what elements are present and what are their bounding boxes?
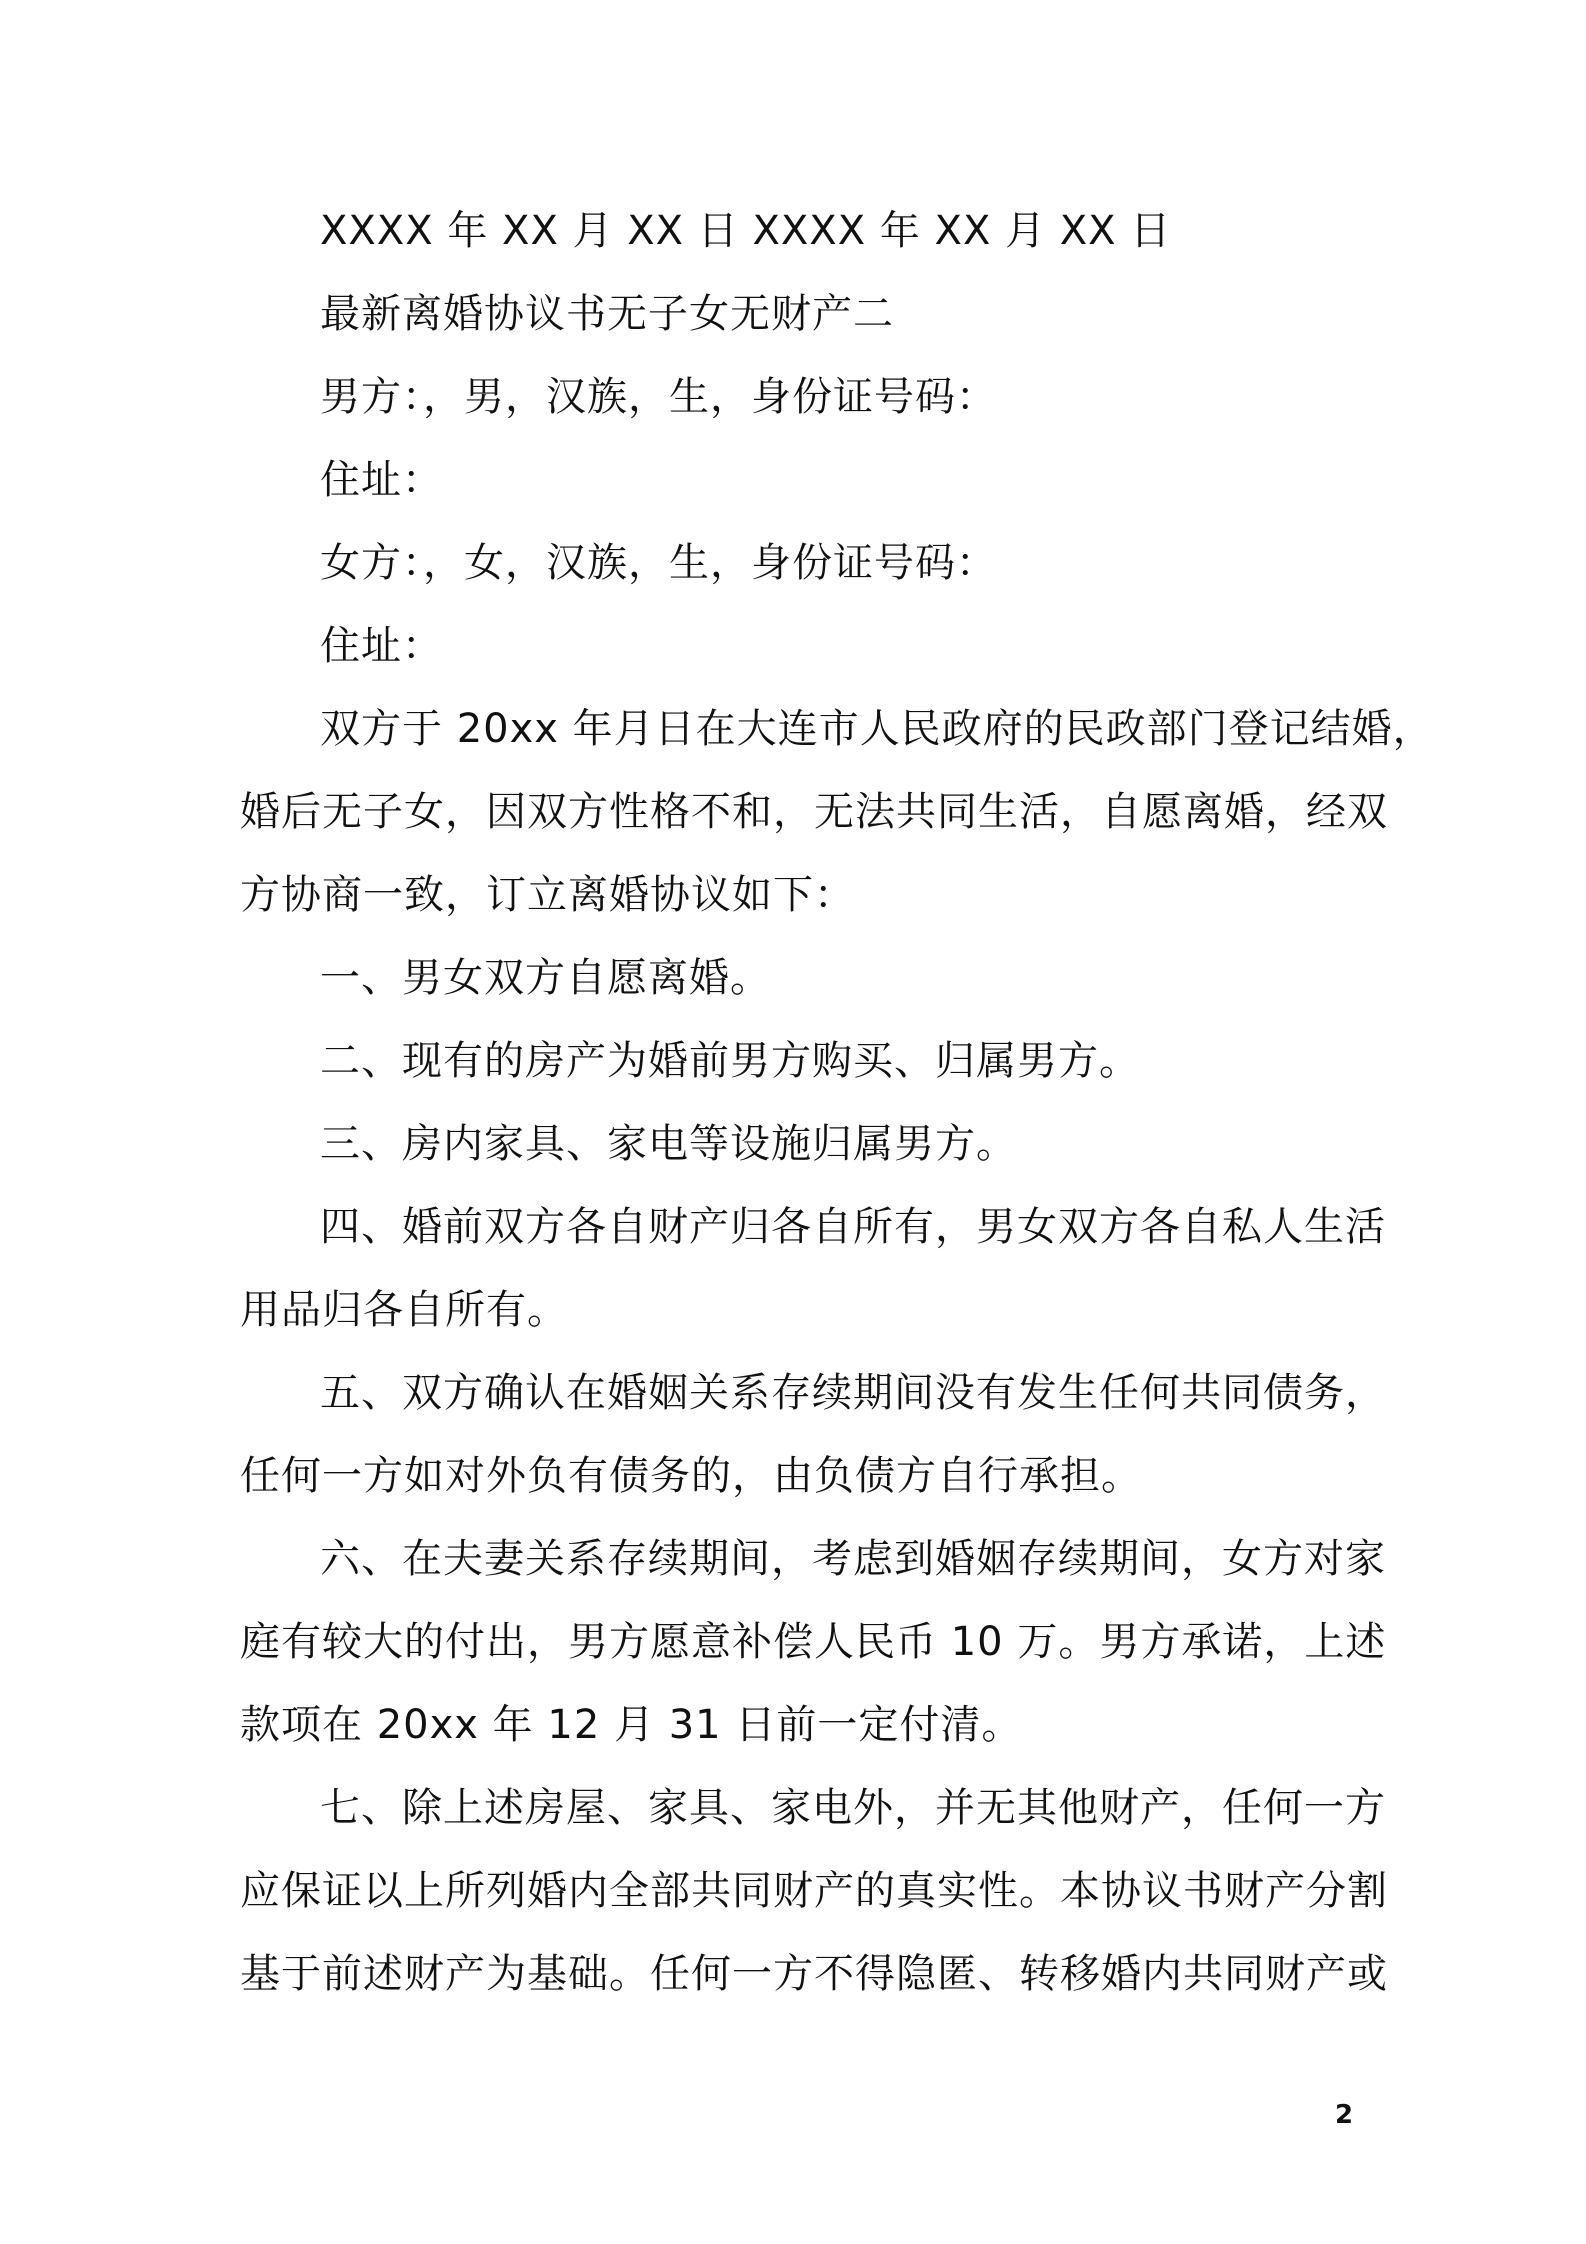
husband-info: 男方：，男，汉族，生，身份证号码： (320, 374, 997, 420)
intro-line: 方协商一致，订立离婚协议如下： (240, 872, 855, 918)
clause-7-line: 基于前述财产为基础。任何一方不得隐匿、转移婚内共同财产或 (240, 1951, 1388, 1997)
clause-4-line: 四、婚前双方各自财产归各自所有，男女双方各自私人生活 (320, 1204, 1386, 1250)
clause-7-line: 七、除上述房屋、家具、家电外，并无其他财产，任何一方 (320, 1785, 1386, 1831)
page-number: 2 (1335, 2100, 1354, 2130)
clause-6 (240, 1518, 1387, 1767)
wife-info: 女方：，女，汉族，生，身份证号码： (320, 540, 997, 586)
date-line: XXXX 年 XX 月 XX 日 XXXX 年 XX 月 XX 日 (320, 208, 1172, 254)
clause-4 (240, 1186, 1386, 1352)
clause-6-line: 庭有较大的付出，男方愿意补偿人民币 10 万。男方承诺，上述 (240, 1619, 1387, 1665)
document-subtitle: 最新离婚协议书无子女无财产二 (320, 291, 894, 337)
document-body (240, 190, 1434, 2016)
intro-paragraph (240, 688, 1434, 937)
intro-line: 婚后无子女，因双方性格不和，无法共同生活，自愿离婚，经双 (240, 789, 1388, 835)
intro-line: 双方于 20xx 年月日在大连市人民政府的民政部门登记结婚， (320, 706, 1434, 752)
clause-6-line: 款项在 20xx 年 12 月 31 日前一定付清。 (240, 1702, 1023, 1748)
husband-address: 住址： (320, 457, 443, 503)
clause-5-line: 任何一方如对外负有债务的，由负债方自行承担。 (240, 1453, 1142, 1499)
clause-6-line: 六、在夫妻关系存续期间，考虑到婚姻存续期间，女方对家 (320, 1536, 1386, 1582)
clause-3: 三、房内家具、家电等设施归属男方。 (320, 1121, 1017, 1167)
clause-7-line: 应保证以上所列婚内全部共同财产的真实性。本协议书财产分割 (240, 1868, 1388, 1914)
clause-7 (240, 1767, 1388, 2016)
clause-5 (240, 1352, 1386, 1518)
wife-address: 住址： (320, 623, 443, 669)
clause-5-line: 五、双方确认在婚姻关系存续期间没有发生任何共同债务， (320, 1370, 1386, 1416)
clause-1: 一、男女双方自愿离婚。 (320, 955, 771, 1001)
clause-4-line: 用品归各自所有。 (240, 1287, 568, 1333)
clause-2: 二、现有的房产为婚前男方购买、归属男方。 (320, 1038, 1140, 1084)
